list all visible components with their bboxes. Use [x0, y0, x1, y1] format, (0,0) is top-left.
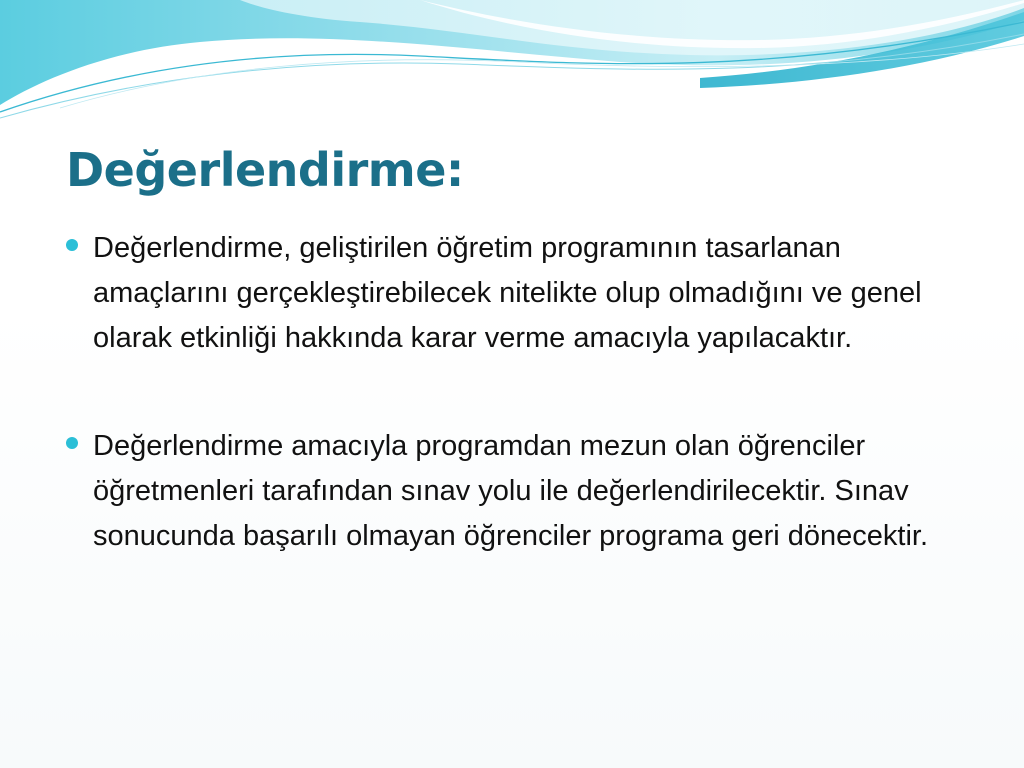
slide-title: Değerlendirme: [66, 143, 464, 197]
bullet-list [62, 226, 942, 559]
bullet-item [62, 424, 942, 559]
bullet-dot-icon [66, 239, 78, 251]
bullet-text: Değerlendirme, geliştirilen öğretim programının tasarlanan amaçlarını gerçekleştirebilecek nitelikte olup olmadığını ve genel olarak etkinliği hakkında karar verme amacıyla yapılacaktır. [93, 232, 922, 354]
bullet-text: Değerlendirme amacıyla programdan mezun olan öğrenciler öğretmenleri tarafından sınav yolu ile değerlendirilecektir. Sınav sonucunda başarılı olmayan öğrenciler programa geri dönecektir. [93, 430, 929, 552]
bullet-item [62, 226, 942, 361]
bullet-dot-icon [66, 437, 78, 449]
header-wave-decoration [0, 0, 1024, 130]
